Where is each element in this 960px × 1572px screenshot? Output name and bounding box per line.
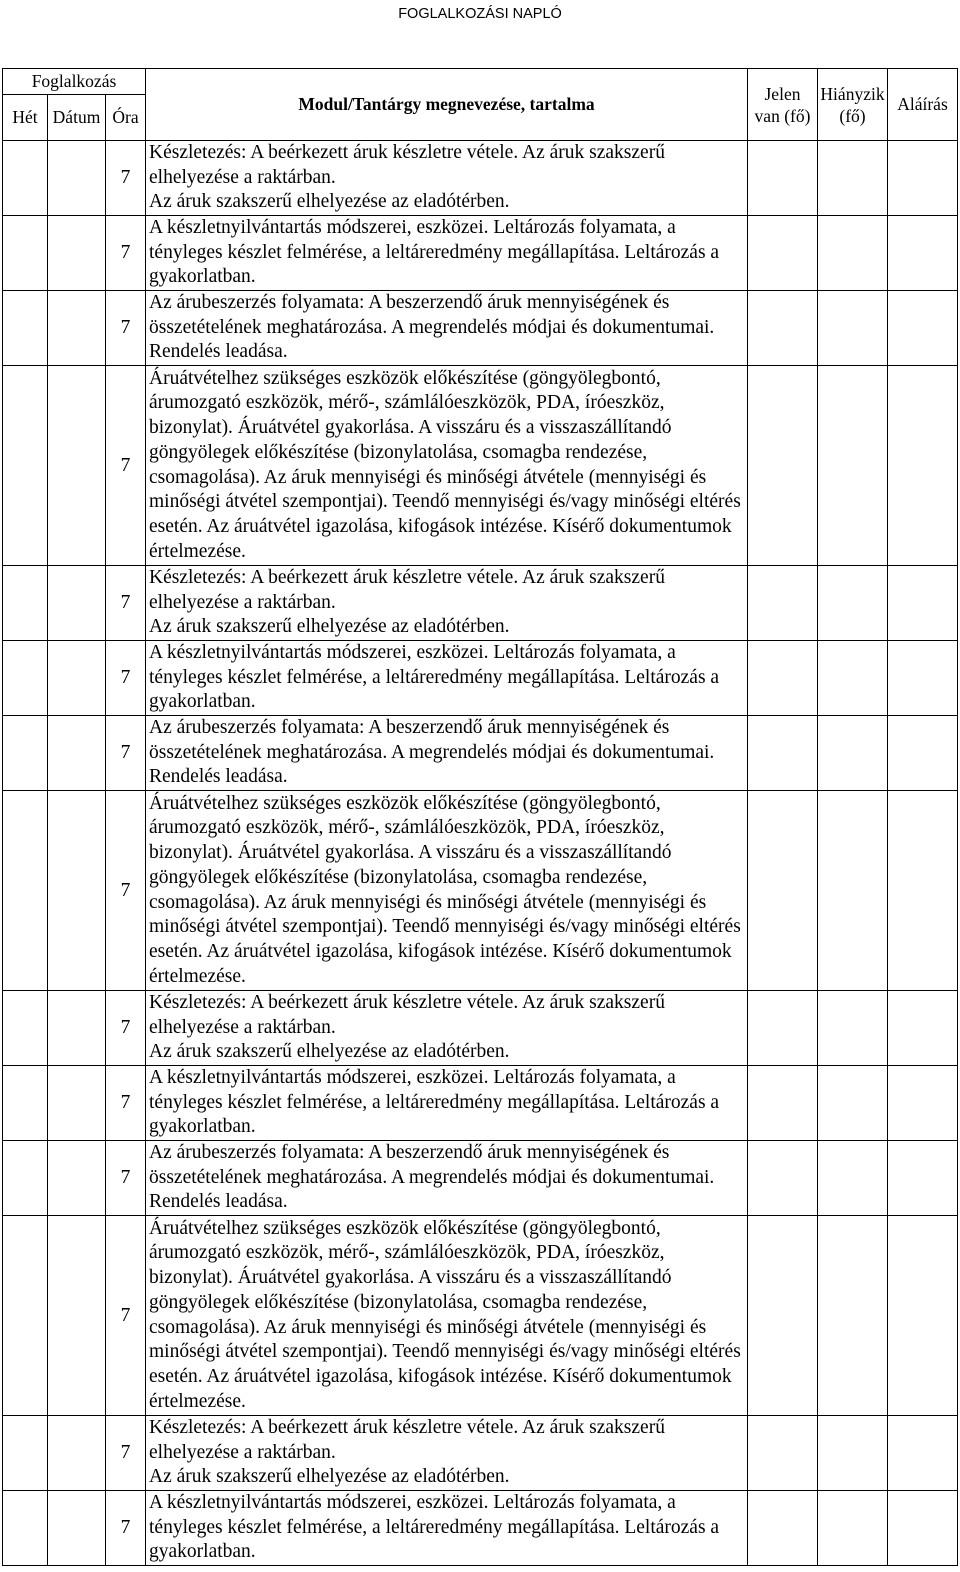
lesson-hours: 7	[120, 742, 131, 763]
table-row	[2, 1491, 958, 1566]
topic-text: A készletnyilvántartás módszerei, eszközei. Leltározás folyamata, a tényleges készlet felmérése, a leltáreredmény megállapítása. Leltározás a gyakorlatban.	[149, 1491, 720, 1563]
content-cell	[146, 291, 748, 366]
jelen-cell	[748, 366, 818, 566]
datum-cell	[48, 1066, 106, 1141]
table-row	[2, 1416, 958, 1491]
lesson-hours: 7	[120, 242, 131, 263]
het-cell	[2, 1216, 48, 1416]
alairas-cell	[888, 1416, 958, 1491]
lesson-hours: 7	[120, 1092, 131, 1113]
hianyzik-cell	[818, 716, 888, 791]
topic-text: Készletezés: A beérkezett áruk készletre vétele. Az áruk szakszerű elhelyezése a raktárban. Az áruk szakszerű elhelyezése az eladótérben.	[149, 141, 665, 213]
hianyzik-cell	[818, 641, 888, 716]
hianyzik-cell	[818, 1141, 888, 1216]
alairas-cell	[888, 216, 958, 291]
topic-text: Készletezés: A beérkezett áruk készletre vétele. Az áruk szakszerű elhelyezése a raktárban. Az áruk szakszerű elhelyezése az eladótérben.	[149, 991, 665, 1063]
hianyzik-cell	[818, 366, 888, 566]
page-title: FOGLALKOZÁSI NAPLÓ	[398, 6, 562, 22]
jelen-cell	[748, 291, 818, 366]
datum-cell	[48, 216, 106, 291]
alairas-cell	[888, 1216, 958, 1416]
table-row	[2, 566, 958, 641]
het-cell	[2, 641, 48, 716]
lesson-hours: 7	[120, 667, 131, 688]
jelen-cell	[748, 991, 818, 1066]
content-cell	[146, 216, 748, 291]
table-row	[2, 216, 958, 291]
alairas-cell	[888, 1066, 958, 1141]
datum-cell	[48, 1141, 106, 1216]
content-cell	[146, 991, 748, 1066]
hianyzik-cell	[818, 141, 888, 216]
lesson-hours: 7	[120, 167, 131, 188]
het-cell	[2, 566, 48, 641]
header-jelen: Jelen van (fő)	[748, 69, 818, 141]
topic-text: Készletezés: A beérkezett áruk készletre vétele. Az áruk szakszerű elhelyezése a raktárban. Az áruk szakszerű elhelyezése az eladótérben.	[149, 1416, 665, 1488]
jelen-cell	[748, 566, 818, 641]
table-row	[2, 991, 958, 1066]
alairas-cell	[888, 641, 958, 716]
table-row	[2, 291, 958, 366]
alairas-cell	[888, 791, 958, 991]
het-cell	[2, 1491, 48, 1566]
alairas-cell	[888, 141, 958, 216]
het-cell	[2, 216, 48, 291]
ora-cell	[106, 641, 146, 716]
het-cell	[2, 1141, 48, 1216]
content-cell	[146, 141, 748, 216]
content-cell	[146, 641, 748, 716]
alairas-cell	[888, 1141, 958, 1216]
ora-cell	[106, 1416, 146, 1491]
hianyzik-cell	[818, 1416, 888, 1491]
topic-text: A készletnyilvántartás módszerei, eszközei. Leltározás folyamata, a tényleges készlet felmérése, a leltáreredmény megállapítása. Leltározás a gyakorlatban.	[149, 641, 720, 713]
content-cell	[146, 791, 748, 991]
datum-cell	[48, 716, 106, 791]
content-cell	[146, 566, 748, 641]
topic-text: Készletezés: A beérkezett áruk készletre vétele. Az áruk szakszerű elhelyezése a raktárban. Az áruk szakszerű elhelyezése az eladótérben.	[149, 566, 665, 638]
table-header	[2, 69, 958, 141]
table-row	[2, 1141, 958, 1216]
jelen-cell	[748, 216, 818, 291]
jelen-cell	[748, 1216, 818, 1416]
ora-cell	[106, 141, 146, 216]
ora-cell	[106, 716, 146, 791]
jelen-cell	[748, 141, 818, 216]
topic-text: Áruátvételhez szükséges eszközök előkészítése (göngyölegbontó, árumozgató eszközök, mérő-, számlálóeszközök, PDA, íróeszköz, bizonylat). Áruátvétel gyakorlása. A visszáru és a visszaszállítandó göngyölegek előkészítése (bizonylatolása, csomagba rendezése, csomagolása). Az áruk mennyiségi és minőségi átvétele (mennyiségi és minőségi átvétel szempontjai). Teendő mennyiségi és/vagy minőségi eltérés esetén. Az áruátvétel igazolása, kifogások intézése. Kísérő dokumentumok értelmezése.	[149, 792, 741, 987]
lesson-hours: 7	[120, 454, 131, 476]
lesson-hours: 7	[120, 317, 131, 338]
hianyzik-cell	[818, 1491, 888, 1566]
header-hianyzik: Hiányzik (fő)	[818, 69, 888, 141]
jelen-cell	[748, 641, 818, 716]
topic-text: Az árubeszerzés folyamata: A beszerzendő áruk mennyiségének és összetételének meghatározása. A megrendelés módjai és dokumentumai. Rendelés leadása.	[149, 716, 715, 788]
datum-cell	[48, 641, 106, 716]
jelen-cell	[748, 716, 818, 791]
lesson-hours: 7	[120, 1517, 131, 1538]
het-cell	[2, 991, 48, 1066]
alairas-cell	[888, 366, 958, 566]
ora-cell	[106, 991, 146, 1066]
header-datum: Dátum	[48, 95, 106, 141]
ora-cell	[106, 1216, 146, 1416]
content-cell	[146, 1216, 748, 1416]
ora-cell	[106, 791, 146, 991]
content-cell	[146, 1491, 748, 1566]
alairas-cell	[888, 1491, 958, 1566]
content-cell	[146, 1141, 748, 1216]
datum-cell	[48, 291, 106, 366]
het-cell	[2, 791, 48, 991]
header-foglalkozas: Foglalkozás	[2, 69, 146, 95]
lesson-hours: 7	[120, 879, 131, 901]
lesson-hours: 7	[120, 1304, 131, 1326]
table-row	[2, 141, 958, 216]
datum-cell	[48, 1216, 106, 1416]
jelen-cell	[748, 1141, 818, 1216]
alairas-cell	[888, 991, 958, 1066]
lesson-hours: 7	[120, 1017, 131, 1038]
table-row	[2, 791, 958, 991]
het-cell	[2, 1066, 48, 1141]
ora-cell	[106, 1141, 146, 1216]
hianyzik-cell	[818, 991, 888, 1066]
header-foglalkozas-subcolumns	[2, 95, 146, 141]
content-cell	[146, 366, 748, 566]
jelen-cell	[748, 1066, 818, 1141]
topic-text: Az árubeszerzés folyamata: A beszerzendő áruk mennyiségének és összetételének meghatározása. A megrendelés módjai és dokumentumai. Rendelés leadása.	[149, 1141, 715, 1213]
datum-cell	[48, 366, 106, 566]
het-cell	[2, 141, 48, 216]
het-cell	[2, 716, 48, 791]
datum-cell	[48, 791, 106, 991]
datum-cell	[48, 566, 106, 641]
ora-cell	[106, 1066, 146, 1141]
topic-text: A készletnyilvántartás módszerei, eszközei. Leltározás folyamata, a tényleges készlet felmérése, a leltáreredmény megállapítása. Leltározás a gyakorlatban.	[149, 216, 720, 288]
alairas-cell	[888, 716, 958, 791]
het-cell	[2, 366, 48, 566]
hianyzik-cell	[818, 216, 888, 291]
lesson-hours: 7	[120, 592, 131, 613]
topic-text: Áruátvételhez szükséges eszközök előkészítése (göngyölegbontó, árumozgató eszközök, mérő-, számlálóeszközök, PDA, íróeszköz, bizonylat). Áruátvétel gyakorlása. A visszáru és a visszaszállítandó göngyölegek előkészítése (bizonylatolása, csomagba rendezése, csomagolása). Az áruk mennyiségi és minőségi átvétele (mennyiségi és minőségi átvétel szempontjai). Teendő mennyiségi és/vagy minőségi eltérés esetén. Az áruátvétel igazolása, kifogások intézése. Kísérő dokumentumok értelmezése.	[149, 1217, 741, 1412]
table-row	[2, 716, 958, 791]
het-cell	[2, 1416, 48, 1491]
lesson-hours: 7	[120, 1442, 131, 1463]
hianyzik-cell	[818, 791, 888, 991]
header-modul: Modul/Tantárgy megnevezése, tartalma	[146, 69, 748, 141]
header-ora: Óra	[106, 95, 146, 141]
het-cell	[2, 291, 48, 366]
hianyzik-cell	[818, 1066, 888, 1141]
topic-text: A készletnyilvántartás módszerei, eszközei. Leltározás folyamata, a tényleges készlet felmérése, a leltáreredmény megállapítása. Leltározás a gyakorlatban.	[149, 1066, 720, 1138]
ora-cell	[106, 1491, 146, 1566]
header-foglalkozas-group	[2, 69, 146, 141]
datum-cell	[48, 991, 106, 1066]
alairas-cell	[888, 291, 958, 366]
content-cell	[146, 716, 748, 791]
ora-cell	[106, 366, 146, 566]
content-cell	[146, 1066, 748, 1141]
table-row	[2, 366, 958, 566]
header-het: Hét	[2, 95, 48, 141]
ora-cell	[106, 216, 146, 291]
attendance-log-table	[2, 68, 958, 1566]
header-alairas: Aláírás	[888, 69, 958, 141]
topic-text: Áruátvételhez szükséges eszközök előkészítése (göngyölegbontó, árumozgató eszközök, mérő-, számlálóeszközök, PDA, íróeszköz, bizonylat). Áruátvétel gyakorlása. A visszáru és a visszaszállítandó göngyölegek előkészítése (bizonylatolása, csomagba rendezése, csomagolása). Az áruk mennyiségi és minőségi átvétele (mennyiségi és minőségi átvétel szempontjai). Teendő mennyiségi és/vagy minőségi eltérés esetén. Az áruátvétel igazolása, kifogások intézése. Kísérő dokumentumok értelmezése.	[149, 367, 741, 562]
datum-cell	[48, 141, 106, 216]
jelen-cell	[748, 791, 818, 991]
ora-cell	[106, 566, 146, 641]
hianyzik-cell	[818, 1216, 888, 1416]
jelen-cell	[748, 1416, 818, 1491]
datum-cell	[48, 1491, 106, 1566]
table-body	[2, 141, 958, 1566]
datum-cell	[48, 1416, 106, 1491]
ora-cell	[106, 291, 146, 366]
table-row	[2, 641, 958, 716]
content-cell	[146, 1416, 748, 1491]
alairas-cell	[888, 566, 958, 641]
jelen-cell	[748, 1491, 818, 1566]
hianyzik-cell	[818, 566, 888, 641]
hianyzik-cell	[818, 291, 888, 366]
table-row	[2, 1216, 958, 1416]
table-row	[2, 1066, 958, 1141]
lesson-hours: 7	[120, 1167, 131, 1188]
topic-text: Az árubeszerzés folyamata: A beszerzendő áruk mennyiségének és összetételének meghatározása. A megrendelés módjai és dokumentumai. Rendelés leadása.	[149, 291, 715, 363]
